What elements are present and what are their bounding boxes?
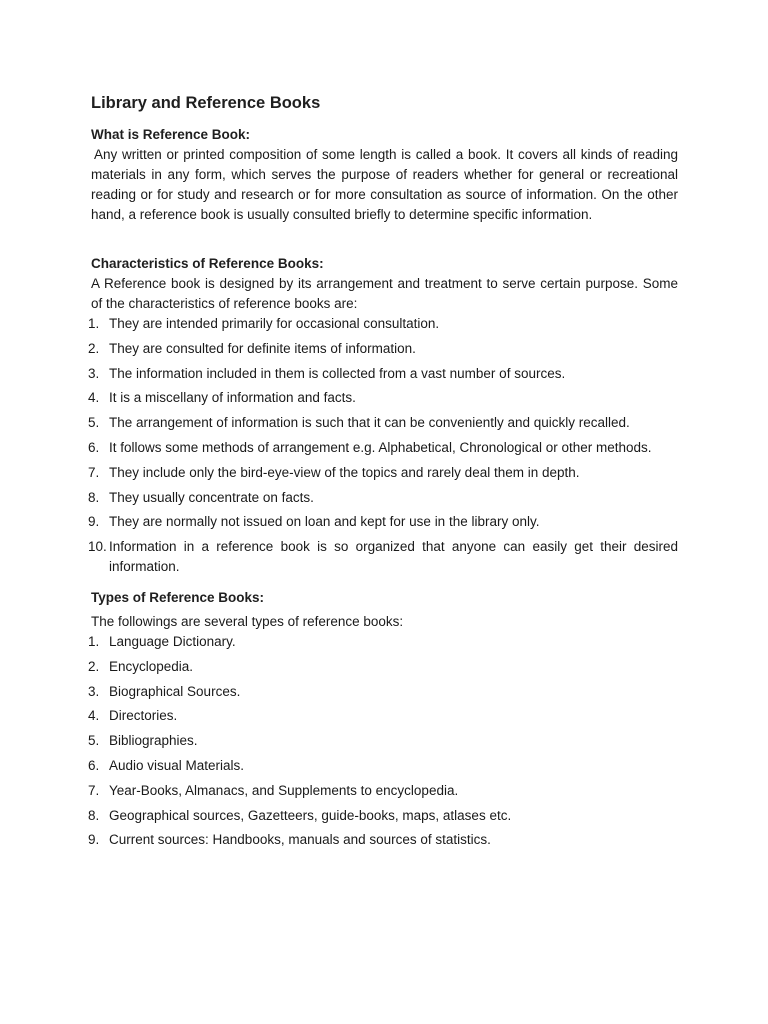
list-text: They are normally not issued on loan and kept for use in the library only.: [109, 514, 540, 530]
section-heading-what-is: What is Reference Book:: [91, 127, 251, 142]
list-item: [88, 537, 678, 577]
types-intro: The followings are several types of reference books:: [91, 613, 404, 629]
list-item: [88, 512, 678, 532]
list-item: [88, 488, 678, 508]
list-text: Language Dictionary.: [109, 633, 236, 649]
list-number: 5.: [88, 733, 100, 749]
list-text: Year-Books, Almanacs, and Supplements to encyclopedia.: [109, 782, 459, 798]
list-item: [88, 339, 678, 359]
list-item: [88, 632, 678, 652]
definition-paragraph: Any written or printed composition of some length is called a book. It covers all kinds of reading materials in any form, which serves the purpose of readers whether for general or recreational reading or for study and research or for more consultation as source of information. On the other hand, a reference book is usually consulted briefly to determine specific information.: [91, 147, 678, 222]
list-number: 3.: [88, 683, 100, 699]
list-text: Audio visual Materials.: [109, 757, 245, 773]
list-item: [88, 314, 678, 334]
list-item: [88, 438, 678, 458]
list-item: [88, 413, 678, 433]
section-heading-types: Types of Reference Books:: [91, 589, 265, 605]
document-content: [88, 94, 678, 855]
document-title: Library and Reference Books: [91, 94, 321, 112]
list-item: [88, 806, 678, 826]
list-number: 8.: [88, 807, 100, 823]
list-number: 6.: [88, 439, 100, 455]
list-text: Current sources: Handbooks, manuals and sources of statistics.: [109, 832, 491, 848]
list-text: Directories.: [109, 708, 178, 724]
list-number: 9.: [88, 514, 100, 530]
types-list: [88, 632, 678, 850]
list-text: The arrangement of information is such that it can be conveniently and quickly recalled.: [109, 415, 630, 431]
list-text: Encyclopedia.: [109, 658, 194, 674]
list-text: Bibliographies.: [109, 733, 198, 749]
list-item: [88, 463, 678, 483]
list-text: They include only the bird-eye-view of the topics and rarely deal them in depth.: [109, 464, 580, 480]
list-item: [88, 781, 678, 801]
list-number: 7.: [88, 782, 100, 798]
list-number: 10.: [88, 539, 107, 555]
list-number: 2.: [88, 658, 100, 674]
list-item: [88, 364, 678, 384]
list-text: Information in a reference book is so organized that anyone can easily get their desired information.: [109, 539, 678, 575]
list-item: [88, 682, 678, 702]
list-text: The information included in them is collected from a vast number of sources.: [109, 365, 566, 381]
list-number: 5.: [88, 415, 100, 431]
list-number: 8.: [88, 489, 100, 505]
list-item: [88, 731, 678, 751]
list-text: They are consulted for definite items of information.: [109, 340, 416, 356]
list-item: [88, 706, 678, 726]
list-number: 9.: [88, 832, 100, 848]
list-number: 6.: [88, 757, 100, 773]
list-text: Biographical Sources.: [109, 683, 241, 699]
list-text: It follows some methods of arrangement e.g. Alphabetical, Chronological or other methods.: [109, 439, 652, 455]
list-text: It is a miscellany of information and facts.: [109, 390, 356, 406]
list-number: 1.: [88, 633, 100, 649]
list-number: 1.: [88, 316, 100, 331]
list-number: 4.: [88, 708, 100, 724]
list-number: 2.: [88, 340, 100, 356]
characteristics-list: [88, 314, 678, 577]
list-text: They are intended primarily for occasional consultation.: [109, 316, 440, 331]
list-item: [88, 756, 678, 776]
section-heading-characteristics: Characteristics of Reference Books:: [91, 256, 324, 271]
list-number: 4.: [88, 390, 100, 406]
list-text: Geographical sources, Gazetteers, guide-books, maps, atlases etc.: [109, 807, 512, 823]
list-item: [88, 657, 678, 677]
list-number: 3.: [88, 365, 100, 381]
list-item: [88, 388, 678, 408]
list-number: 7.: [88, 464, 100, 480]
list-text: They usually concentrate on facts.: [109, 489, 314, 505]
characteristics-intro: A Reference book is designed by its arrangement and treatment to serve certain purpose. Some of the characteristics of reference books are:: [91, 276, 678, 311]
list-item: [88, 830, 678, 850]
